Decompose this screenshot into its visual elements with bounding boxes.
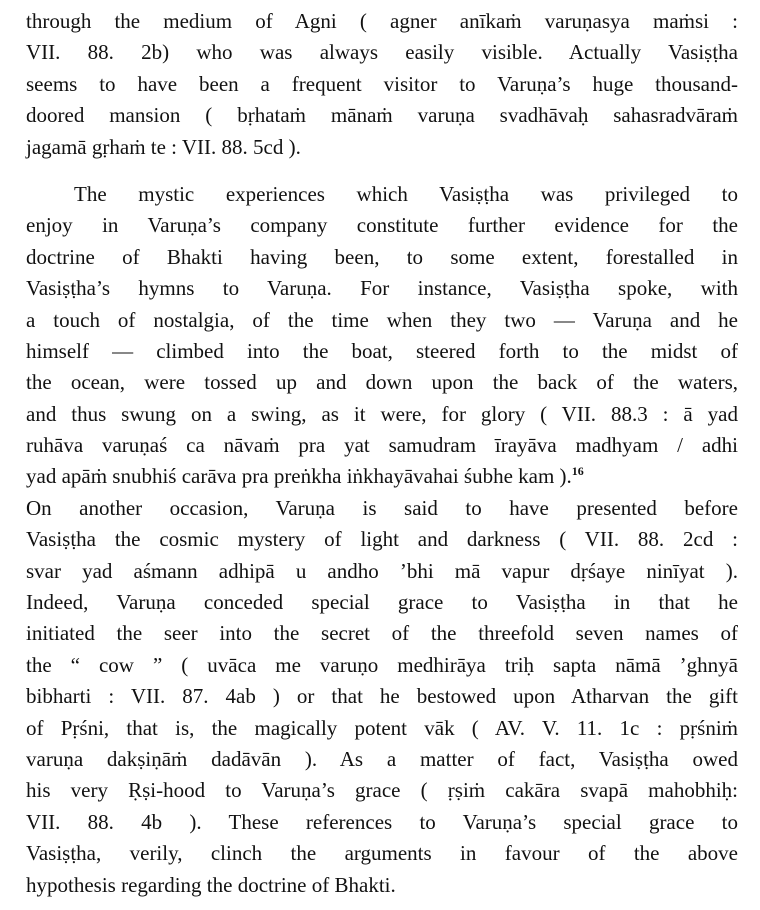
text-line: enjoy in Varuṇa’s company constitute further evidence for the xyxy=(26,213,738,238)
text-line: a touch of nostalgia, of the time when they two — Varuṇa and he xyxy=(26,307,738,332)
text-line: yad apāṁ snubhiś carāva pra preṅkha iṅkhayāvahai śubhe kam ). xyxy=(26,464,572,489)
text-line: doctrine of Bhakti having been, to some extent, forestalled in xyxy=(26,244,738,269)
text-line: through the medium of Agni ( agner anīkaṁ varuṇasya maṁsi : xyxy=(26,9,738,33)
text-line: Vasiṣṭha, verily, clinch the arguments in favour of the above xyxy=(26,841,738,866)
text-line: jagamā gṛhaṁ te : VII. 88. 5cd ). xyxy=(26,134,301,159)
text-line: varuṇa dakṣiṇāṁ dadāvān ). As a matter of fact, Vasiṣṭha owed xyxy=(26,746,738,771)
text-line: Vasiṣṭha’s hymns to Varuṇa. For instance, Vasiṣṭha spoke, with xyxy=(26,276,738,301)
text-line: and thus swung on a swing, as it were, for glory ( VII. 88.3 : ā yad xyxy=(26,401,738,426)
text-line: hypothesis regarding the doctrine of Bhakti. xyxy=(26,872,396,897)
text-line: bibharti : VII. 87. 4ab ) or that he bestowed upon Atharvan the gift xyxy=(26,684,738,709)
text-line: initiated the seer into the secret of the threefold seven names of xyxy=(26,621,738,646)
text-line: svar yad aśmann adhipā u andho ’bhi mā vapur dṛśaye ninīyat ). xyxy=(26,558,738,583)
paragraph-2 xyxy=(26,179,738,901)
text-line-with-footnote xyxy=(26,461,738,492)
paragraph-gap xyxy=(26,163,738,179)
text-line: Indeed, Varuṇa conceded special grace to Vasiṣṭha in that he xyxy=(26,590,738,615)
document-page xyxy=(26,6,738,901)
text-line: himself — climbed into the boat, steered forth to the midst of xyxy=(26,338,738,363)
text-line: the “ cow ” ( uvāca me varuṇo medhirāya triḥ sapta nāmā ’ghnyā xyxy=(26,652,738,677)
paragraph-1 xyxy=(26,6,738,163)
text-line: VII. 88. 4b ). These references to Varuṇa’s special grace to xyxy=(26,809,738,834)
text-line: his very Ṛṣi-hood to Varuṇa’s grace ( ṛṣiṁ cakāra svapā mahobhiḥ: xyxy=(26,778,738,803)
footnote-marker: 16 xyxy=(571,464,584,479)
text-line: VII. 88. 2b) who was always easily visible. Actually Vasiṣṭha xyxy=(26,40,738,65)
text-line: Vasiṣṭha the cosmic mystery of light and darkness ( VII. 88. 2cd : xyxy=(26,527,738,552)
text-line: of Pṛśni, that is, the magically potent vāk ( AV. V. 11. 1c : pṛśniṁ xyxy=(26,715,738,740)
text-line: the ocean, were tossed up and down upon the back of the waters, xyxy=(26,370,738,395)
text-line: doored mansion ( bṛhataṁ mānaṁ varuṇa svadhāvaḥ sahasradvāraṁ xyxy=(26,103,738,128)
text-line: seems to have been a frequent visitor to Varuṇa’s huge thousand- xyxy=(26,71,738,96)
text-line: The mystic experiences which Vasiṣṭha was privileged to xyxy=(74,181,738,206)
text-line: On another occasion, Varuṇa is said to have presented before xyxy=(26,495,738,520)
text-line: ruhāva varuṇaś ca nāvaṁ pra yat samudram īrayāva madhyam / adhi xyxy=(26,433,738,458)
